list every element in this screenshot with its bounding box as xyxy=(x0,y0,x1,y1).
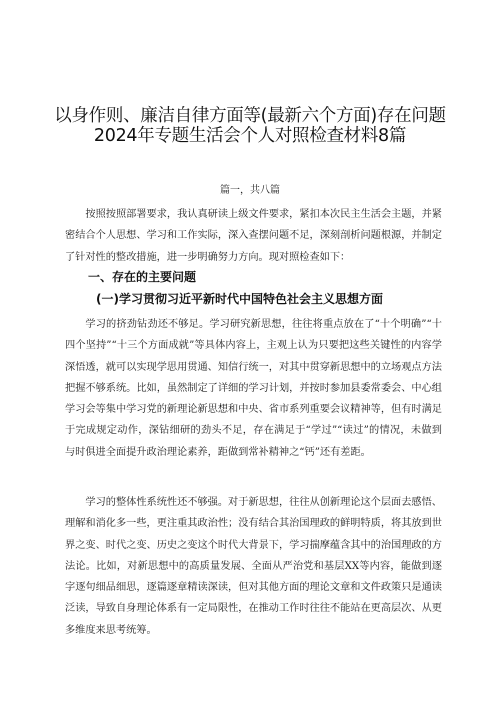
intro-text: 按照按照部署要求，我认真研读上级文件要求，紧扣本次民主生活会主题，并紧密结合个人思想、学习和工作实际，深入查摆问题不足，深刻剖析问题根源，并制定了针对性的整改措施，进一步明确努力方向。现对照检查如下： xyxy=(65,209,442,263)
paragraph-text-1: 学习的挤劲钻劲还不够足。学习研究新思想，往往将重点放在了“十个明确”“十四个坚持”“十三个方面成就”等具体内容上，主观上认为只要把这些关键性的内容学深悟透，就可以实现学思用贯通、知信行统一，对其中贯穿新思想中的立场观点方法把握不够系统。比如，虽然制定了详细的学习计划，并按时参加县委常委会、中心组学习会等集中学习党的新理论新思想和中央、省市系列重要会议精神等，但有时满足于完成规定动作，深钻细研的劲头不足，存在满足于“学过”“读过”的情况，未做到与时俱进全面提升政治理论素养，距做到常补精神之“钙”还有差距。 xyxy=(65,319,442,458)
body-paragraph-2 xyxy=(65,492,442,641)
body-paragraph-1 xyxy=(65,314,442,463)
intro-paragraph xyxy=(65,204,442,268)
document-title-line2: 2024年专题生活会个人对照检查材料8篇 xyxy=(93,126,407,146)
subsection-heading: (一)学习贯彻习近平新时代中国特色社会主义思想方面 xyxy=(96,292,383,306)
paragraph-text-2: 学习的整体性系统性还不够强。对于新思想，往往从创新理论这个层面去感悟、理解和消化多一些，更注重其政治性；没有结合其治国理政的鲜明特质，将其放到世界之变、时代之变、历史之变这个时代大背景下，学习揣摩蕴含其中的治国理政的方法论。比如，对新思想中的高质量发展、全面从严治党和基层XX等内容，能做到逐字逐句细品细思，逐篇逐章精读深读，但对其他方面的理论文章和文件政策只是通读泛读，导致自身理论体系有一定局限性，在推动工作时往往不能站在更高层次、从更多维度来思考统筹。 xyxy=(65,497,442,636)
document-title-line1: 以身作则、廉洁自律方面等(最新六个方面)存在问题 xyxy=(54,106,446,126)
section-heading: 一、存在的主要问题 xyxy=(88,270,197,284)
document-subtitle: 篇一，共八篇 xyxy=(220,185,280,196)
